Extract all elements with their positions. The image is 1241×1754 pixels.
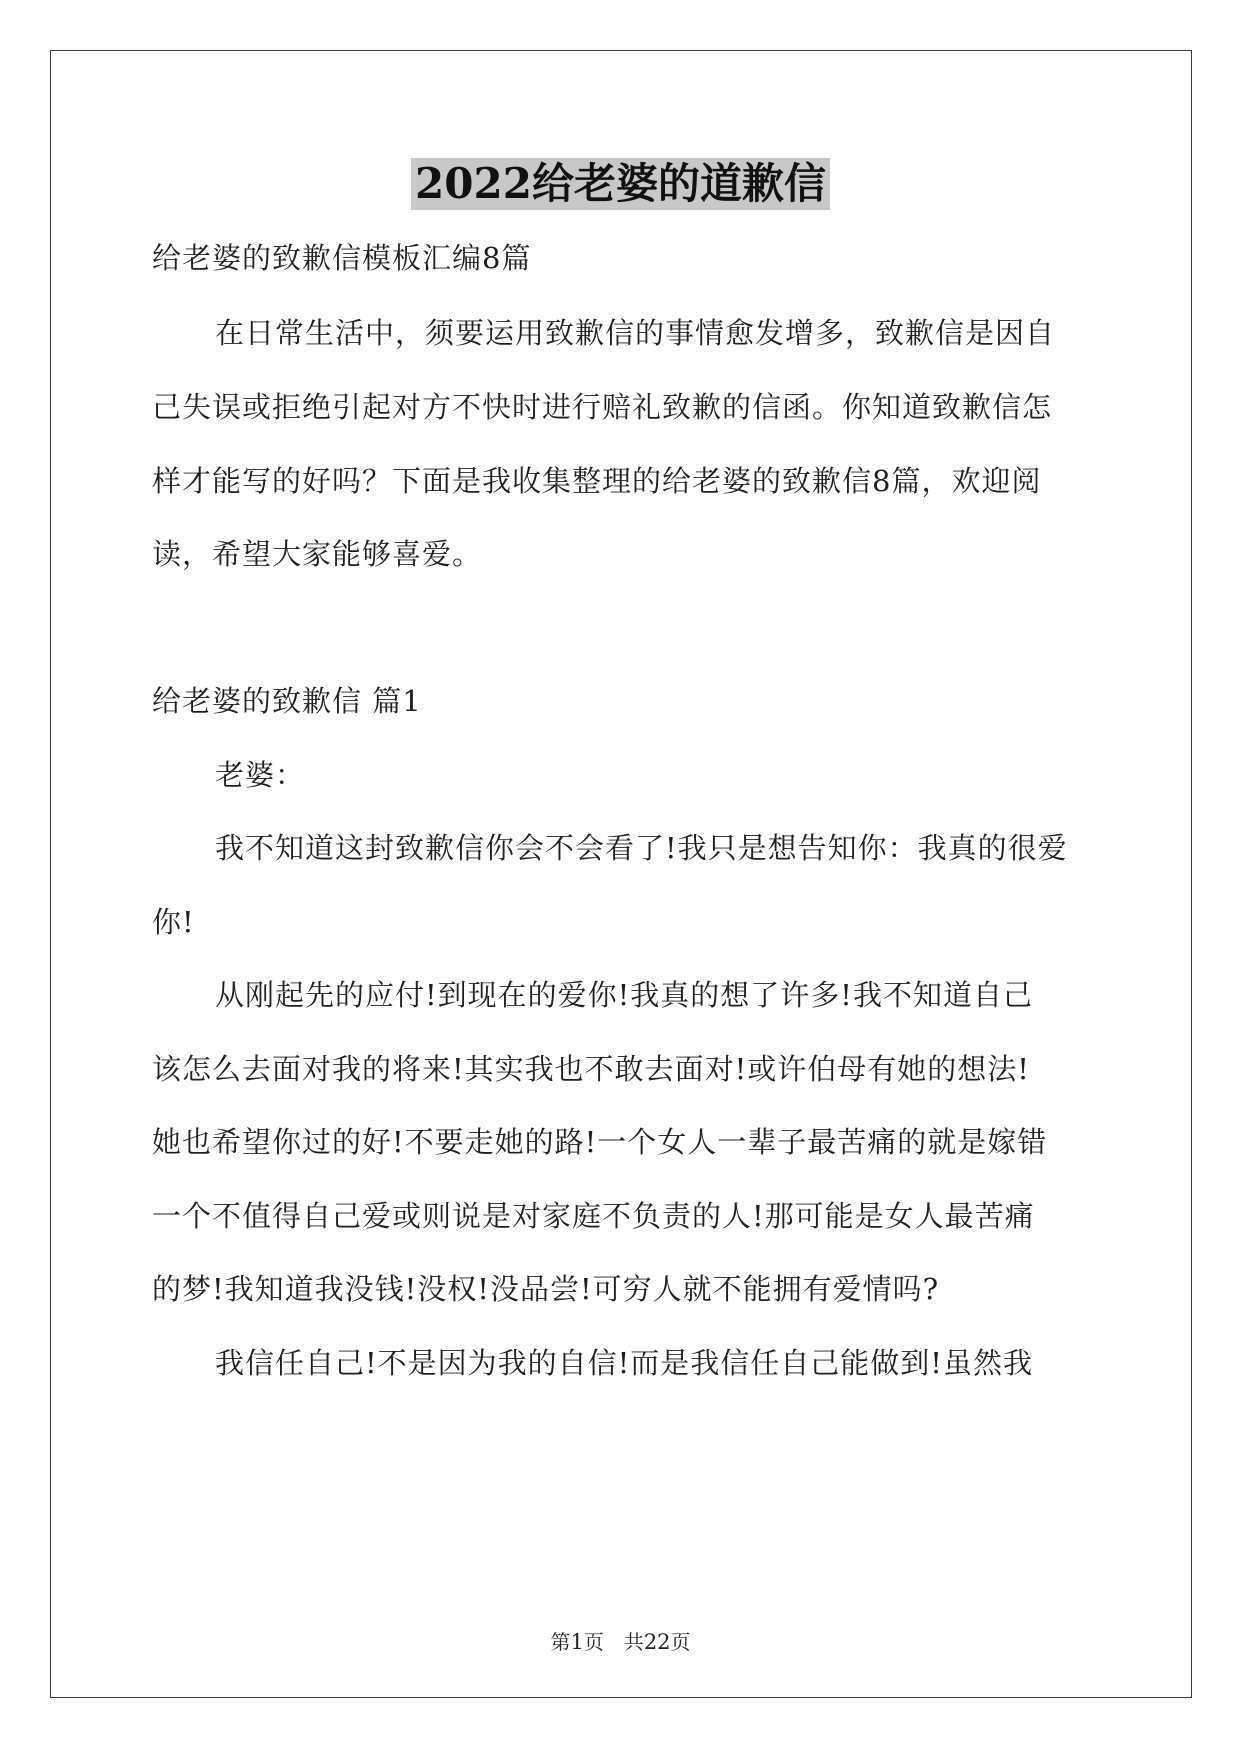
body-line: 她也希望你过的好!不要走她的路!一个女人一辈子最苦痛的就是嫁错	[152, 1125, 1048, 1159]
body-line: 我信任自己!不是因为我的自信!而是我信任自己能做到!虽然我	[215, 1346, 1033, 1380]
footer-total-pages: 22	[643, 1630, 671, 1654]
body-line: 我不知道这封致歉信你会不会看了!我只是想告知你：我真的很爱	[215, 831, 1068, 865]
page-footer	[0, 1628, 1241, 1656]
intro-line: 己失误或拒绝引起对方不快时进行赔礼致歉的信函。你知道致歉信怎	[152, 390, 1053, 424]
page-border	[50, 50, 1192, 1698]
body-line: 从刚起先的应付!到现在的爱你!我真的想了许多!我不知道自己	[215, 978, 1033, 1012]
body-line: 一个不值得自己爱或则说是对家庭不负责的人!那可能是女人最苦痛	[152, 1199, 1035, 1233]
body-line: 的梦!我知道我没钱!没权!没品尝!可穷人就不能拥有爱情吗?	[152, 1272, 940, 1306]
footer-prefix: 第	[550, 1630, 571, 1654]
intro-line: 在日常生活中，须要运用致歉信的事情愈发增多，致歉信是因自	[215, 316, 1056, 350]
subtitle: 给老婆的致歉信模板汇编8篇	[152, 241, 532, 275]
footer-page-number: 1	[570, 1630, 584, 1654]
footer-mid: 页 共	[583, 1630, 644, 1654]
document-title: 2022给老婆的道歉信	[411, 158, 830, 210]
salutation: 老婆：	[215, 758, 306, 792]
intro-line: 样才能写的好吗？下面是我收集整理的给老婆的致歉信8篇，欢迎阅	[152, 464, 1042, 498]
section-heading: 给老婆的致歉信 篇1	[152, 684, 422, 718]
body-line: 你!	[152, 905, 195, 939]
title-container	[0, 158, 1241, 210]
footer-suffix: 页	[670, 1630, 691, 1654]
body-line: 该怎么去面对我的将来!其实我也不敢去面对!或许伯母有她的想法!	[152, 1052, 1030, 1086]
intro-line: 读，希望大家能够喜爱。	[152, 537, 483, 571]
